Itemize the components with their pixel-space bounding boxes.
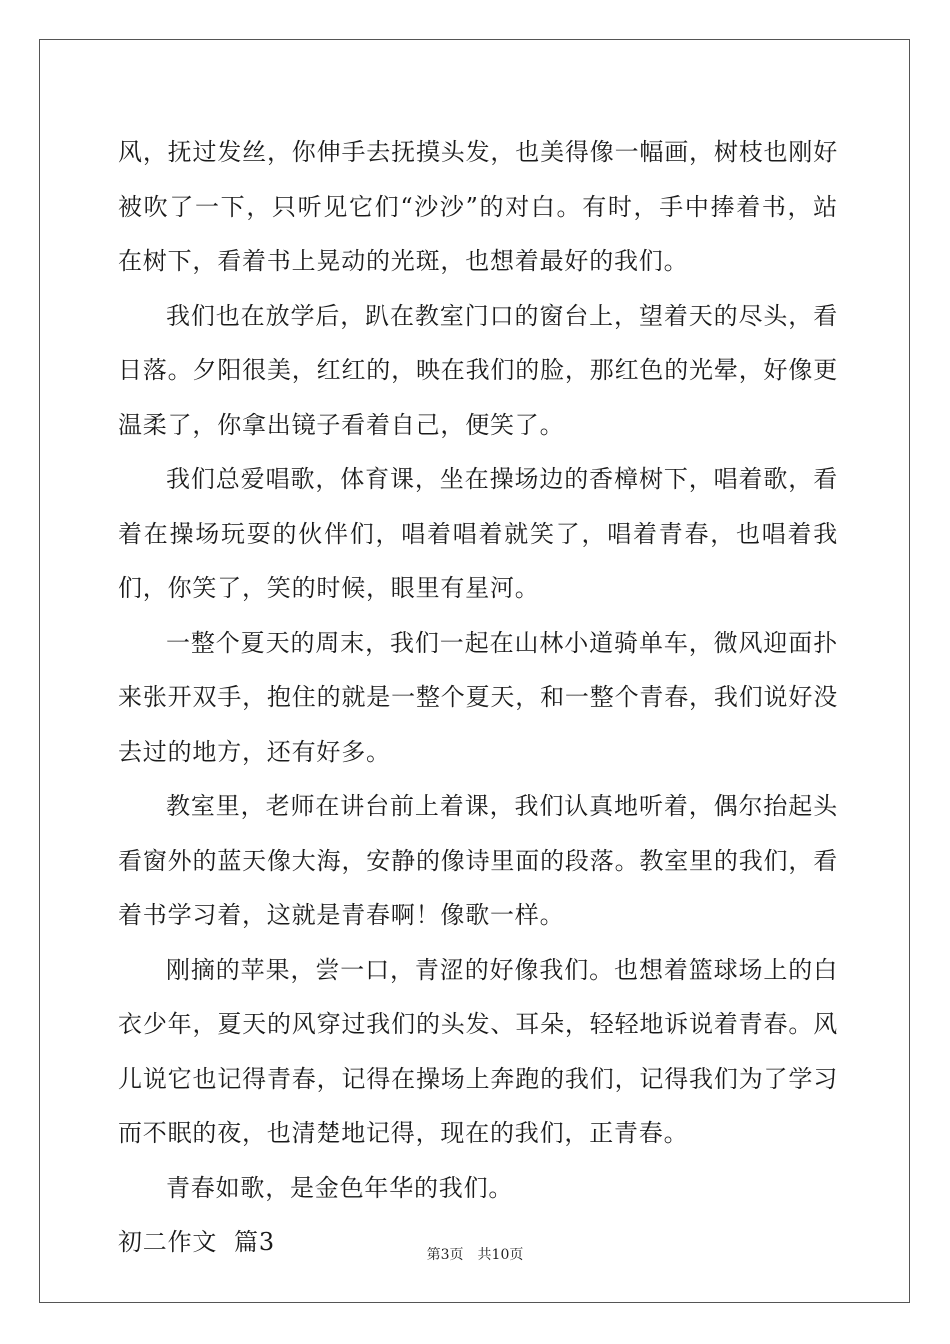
paragraph-4: 一整个夏天的周末，我们一起在山林小道骑单车，微风迎面扑来张开双手，抱住的就是一整个夏天，和一整个青春，我们说好没去过的地方，还有好多。 — [118, 628, 838, 766]
paragraph-3: 我们总爱唱歌，体育课，坐在操场边的香樟树下，唱着歌，看着在操场玩耍的伙伴们，唱着唱着就笑了，唱着青春，也唱着我们，你笑了，笑的时候，眼里有星河。 — [118, 465, 838, 602]
paragraph-5: 教室里，老师在讲台前上着课，我们认真地听着，偶尔抬起头看窗外的蓝天像大海，安静的像诗里面的段落。教室里的我们，看着书学习着，这就是青春啊！像歌一样。 — [118, 792, 838, 929]
page-footer — [0, 1245, 950, 1265]
page-number: 第3页 — [426, 1247, 464, 1263]
page-total: 共10页 — [477, 1247, 524, 1263]
paragraph-2: 我们也在放学后，趴在教室门口的窗台上，望着天的尽头，看日落。夕阳很美，红红的，映在我们的脸，那红色的光晕，好像更温柔了，你拿出镜子看着自己，便笑了。 — [118, 301, 838, 439]
paragraph-1: 风，抚过发丝，你伸手去抚摸头发，也美得像一幅画，树枝也刚好被吹了一下，只听见它们“沙沙”的对白。有时，手中捧着书，站在树下，看着书上晃动的光斑，也想着最好的我们。 — [118, 138, 838, 275]
section-heading: 初二作文 篇3 — [118, 1228, 275, 1256]
paragraph-7: 青春如歌，是金色年华的我们。 — [166, 1173, 514, 1202]
document-body — [118, 125, 838, 1270]
paragraph-6: 刚摘的苹果，尝一口，青涩的好像我们。也想着篮球场上的白衣少年，夏天的风穿过我们的头发、耳朵，轻轻地诉说着青春。风儿说它也记得青春，记得在操场上奔跑的我们，记得我们为了学习而不眠的夜，也清楚地记得，现在的我们，正青春。 — [118, 955, 838, 1147]
